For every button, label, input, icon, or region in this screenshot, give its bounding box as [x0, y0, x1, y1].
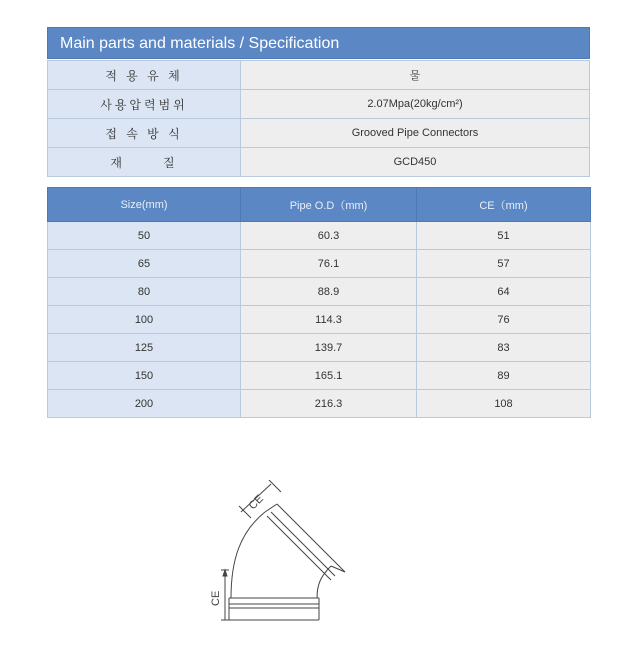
elbow-top-groove-1	[271, 512, 335, 576]
cell-pipe-od: 165.1	[241, 362, 417, 390]
cell-pipe-od: 139.7	[241, 334, 417, 362]
table-row	[48, 222, 591, 250]
table-row	[48, 390, 591, 418]
table-row	[48, 250, 591, 278]
spec-row-connection	[48, 119, 590, 148]
size-table	[47, 187, 591, 418]
table-row	[48, 362, 591, 390]
cell-ce: 76	[417, 306, 591, 334]
dim-top-ext-2	[269, 480, 281, 492]
cell-size: 125	[48, 334, 241, 362]
dim-label-left: CE	[210, 590, 222, 606]
cell-size: 50	[48, 222, 241, 250]
elbow-top-side-b	[331, 566, 345, 572]
cell-pipe-od: 114.3	[241, 306, 417, 334]
cell-ce: 51	[417, 222, 591, 250]
cell-ce: 57	[417, 250, 591, 278]
cell-ce: 89	[417, 362, 591, 390]
header-pipe-od: Pipe O.D（mm)	[241, 188, 417, 222]
spec-value: GCD450	[241, 148, 590, 177]
dim-left-arrow	[223, 570, 227, 576]
cell-ce: 64	[417, 278, 591, 306]
spec-row-material	[48, 148, 590, 177]
cell-size: 100	[48, 306, 241, 334]
header-ce: CE（mm)	[417, 188, 591, 222]
elbow-inner-curve	[317, 566, 331, 598]
cell-size: 150	[48, 362, 241, 390]
spec-value: 2.07Mpa(20kg/cm²)	[241, 90, 590, 119]
elbow-45-diagram	[195, 480, 365, 630]
header-size: Size(mm)	[48, 188, 241, 222]
spec-label: 접 속 방 식	[48, 119, 241, 148]
cell-pipe-od: 76.1	[241, 250, 417, 278]
spec-label: 적 용 유 체	[48, 61, 241, 90]
elbow-outer-curve	[231, 512, 265, 598]
cell-size: 200	[48, 390, 241, 418]
cell-size: 80	[48, 278, 241, 306]
elbow-top-side-a	[265, 504, 277, 512]
cell-pipe-od: 88.9	[241, 278, 417, 306]
cell-size: 65	[48, 250, 241, 278]
spec-label: 재 질	[48, 148, 241, 177]
size-table-header	[48, 188, 591, 222]
dim-label-top: CE	[246, 492, 266, 513]
table-row	[48, 334, 591, 362]
cell-ce: 108	[417, 390, 591, 418]
cell-pipe-od: 216.3	[241, 390, 417, 418]
spec-value: Grooved Pipe Connectors	[241, 119, 590, 148]
elbow-top-end	[277, 504, 345, 572]
table-row	[48, 278, 591, 306]
spec-title: Main parts and materials / Specification	[60, 35, 340, 52]
spec-value: 물	[241, 61, 590, 90]
spec-label: 사용압력범위	[48, 90, 241, 119]
spec-info-table	[47, 60, 590, 177]
spec-row-pressure	[48, 90, 590, 119]
cell-ce: 83	[417, 334, 591, 362]
spec-title-bar	[47, 27, 590, 59]
spec-row-fluid	[48, 61, 590, 90]
table-row	[48, 306, 591, 334]
cell-pipe-od: 60.3	[241, 222, 417, 250]
